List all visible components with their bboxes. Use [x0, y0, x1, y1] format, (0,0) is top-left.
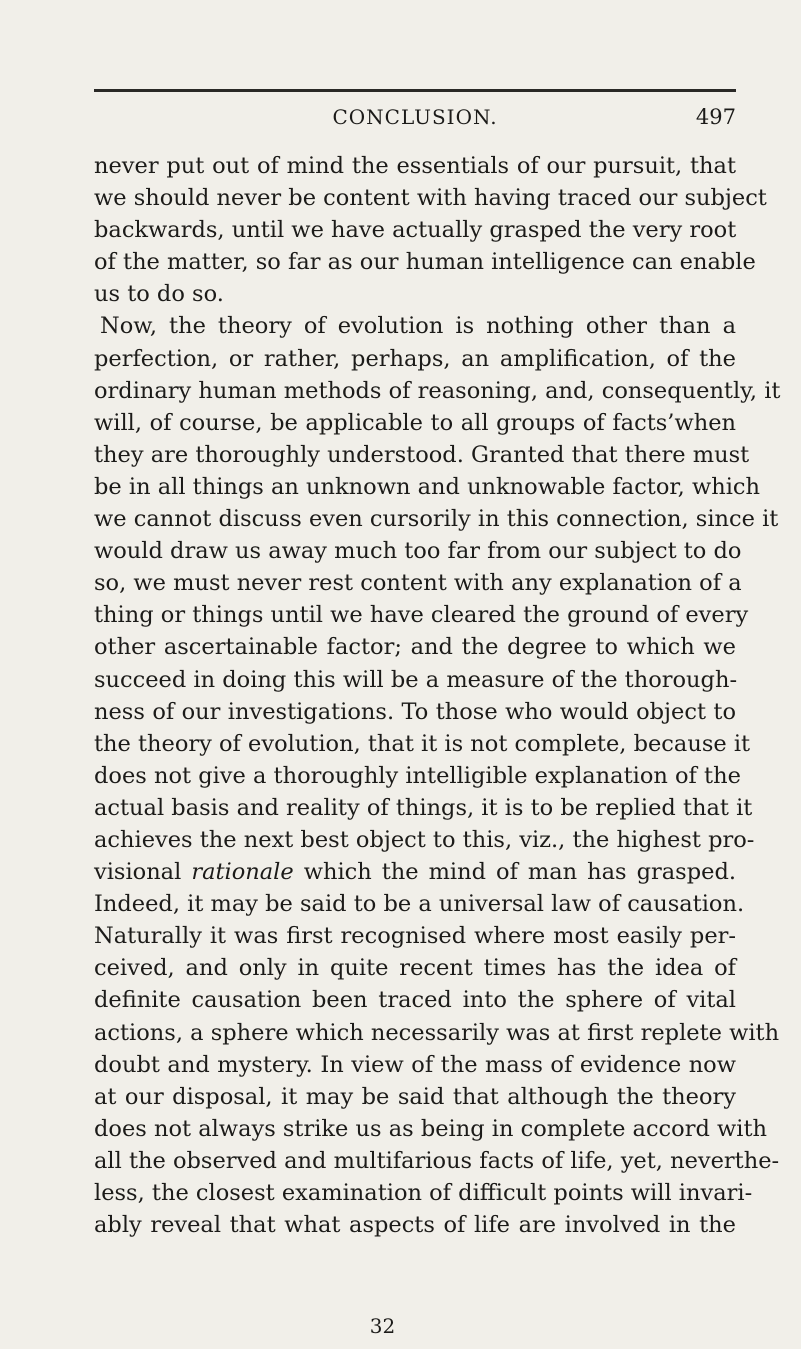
text-line: the theory of evolution, that it is not complete, because it — [94, 730, 751, 757]
text-line: achieves the next best object to this, viz., the highest pro- — [94, 826, 755, 853]
paragraph-start-line: Now, the theory of evolution is nothing other than a — [100, 313, 736, 340]
text-line: doubt and mystery. In view of the mass of evidence now — [94, 1051, 736, 1078]
signature-number: 32 — [369, 1314, 396, 1338]
text-line: ably reveal that what aspects of life are involved in the — [94, 1212, 736, 1239]
text-line: ordinary human methods of reasoning, and, consequently, it — [94, 377, 781, 404]
text-line: does not always strike us as being in complete accord with — [94, 1115, 768, 1142]
text-line: Naturally it was first recognised where most easily per- — [94, 923, 736, 950]
page-number: 497 — [695, 105, 736, 129]
text-line: will, of course, be applicable to all groups of facts’when — [94, 409, 736, 436]
text-line: so, we must never rest content with any explanation of a — [94, 570, 742, 597]
paragraph-end-line: us to do so. — [94, 281, 224, 308]
body-text — [94, 150, 781, 1241]
text-line: all the observed and multifarious facts of life, yet, neverthe- — [94, 1147, 780, 1174]
text-line: ness of our investigations. To those who would object to — [94, 698, 736, 725]
text-line: of the matter, so far as our human intelligence can enable — [94, 249, 756, 276]
text-line: would draw us away much too far from our subject to do — [94, 538, 742, 565]
text-line: succeed in doing this will be a measure of the thorough- — [94, 666, 738, 693]
running-head: CONCLUSION. — [332, 105, 498, 129]
line-text: visional — [94, 859, 192, 886]
text-line: backwards, until we have actually grasped the very root — [94, 217, 737, 244]
text-line: be in all things an unknown and unknowable factor, which — [94, 473, 761, 500]
text-line: actual basis and reality of things, it is to be replied that it — [94, 794, 753, 821]
line-text: which the mind of man has grasped. — [293, 859, 736, 886]
italic-word-rationale: rationale — [191, 859, 294, 886]
text-line: ceived, and only in quite recent times has the idea of — [94, 955, 736, 982]
header-rule — [94, 89, 736, 92]
text-line: we should never be content with having traced our subject — [94, 185, 767, 212]
text-line: at our disposal, it may be said that although the theory — [94, 1083, 736, 1110]
text-line: perfection, or rather, perhaps, an amplification, of the — [94, 345, 736, 372]
text-line: Indeed, it may be said to be a universal law of causation. — [94, 891, 745, 918]
text-line: we cannot discuss even cursorily in this connection, since it — [94, 506, 779, 533]
page-header — [94, 102, 736, 132]
text-line: never put out of mind the essentials of our pursuit, that — [94, 153, 736, 179]
text-line: thing or things until we have cleared the ground of every — [94, 602, 749, 629]
signature-mark — [0, 1312, 801, 1340]
text-line: they are thoroughly understood. Granted that there must — [94, 441, 750, 468]
text-line-with-italic — [94, 856, 736, 888]
text-line: less, the closest examination of difficult points will invari- — [94, 1180, 753, 1206]
text-line: does not give a thoroughly intelligible explanation of the — [94, 762, 741, 789]
text-line: definite causation been traced into the sphere of vital — [94, 987, 736, 1014]
text-line: actions, a sphere which necessarily was at first replete with — [94, 1019, 780, 1046]
text-line: other ascertainable factor; and the degree to which we — [94, 634, 736, 661]
